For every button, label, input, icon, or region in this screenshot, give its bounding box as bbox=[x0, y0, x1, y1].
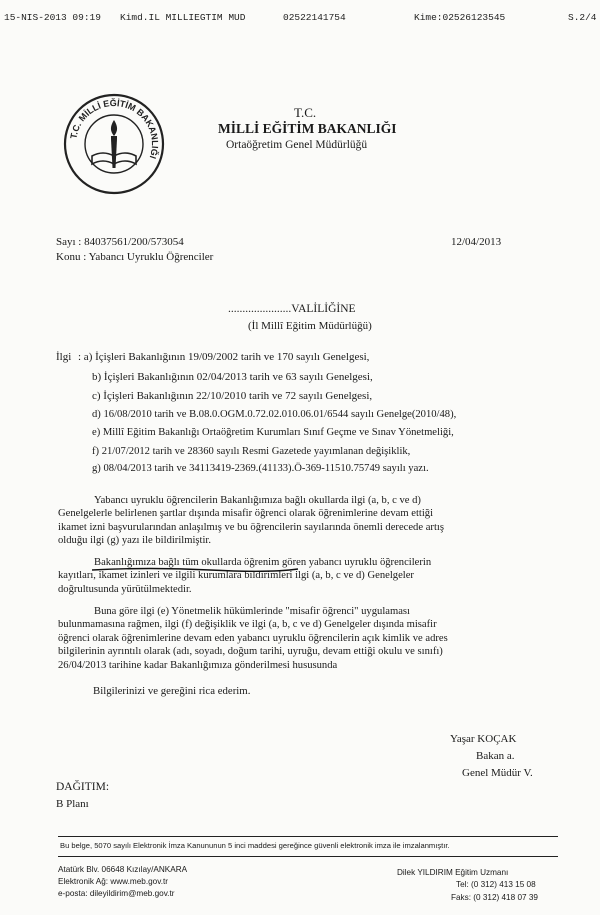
ilgi-item-a: : a) İçişleri Bakanlığının 19/09/2002 tarih ve 170 sayılı Genelgesi, bbox=[78, 351, 370, 363]
ilgi-item-c: c) İçişleri Bakanlığının 22/10/2010 tarih ve 72 sayılı Genelgesi, bbox=[92, 390, 373, 402]
footer-web: Elektronik Ağ: www.meb.gov.tr bbox=[58, 877, 168, 886]
hand-underline bbox=[90, 566, 300, 574]
footer-address: Atatürk Blv. 06648 Kızılay/ANKARA bbox=[58, 865, 188, 874]
paragraph-2-line: kayıtları, ikamet izinleri ve ilgili kurumlara bildirimleri ilgi (a, b, c ve d) Genelgeler bbox=[58, 570, 414, 582]
ilgi-item-f: f) 21/07/2012 tarih ve 28360 sayılı Resmi Gazetede yayımlanan değişiklik, bbox=[92, 446, 411, 457]
letterhead-country: T.C. bbox=[294, 105, 317, 120]
ilgi-item-e: e) Millî Eğitim Bakanlığı Ortaöğretim Kurumları Sınıf Geçme ve Sınav Yönetmeliği, bbox=[92, 427, 454, 438]
sayi-line: Sayı : 84037561/200/573054 bbox=[56, 236, 184, 248]
fax-sender: Kimd.IL MILLIEGTIM MUD bbox=[120, 12, 246, 23]
distribution-label: DAĞITIM: bbox=[56, 781, 110, 793]
paragraph-1 bbox=[58, 494, 555, 548]
footer-faks: Faks: (0 312) 418 07 39 bbox=[451, 893, 538, 902]
fax-recipient: Kime:02526123545 bbox=[414, 12, 506, 23]
paragraph-3 bbox=[58, 605, 555, 672]
ministry-logo bbox=[62, 92, 166, 196]
letter-date: 12/04/2013 bbox=[451, 236, 502, 248]
ilgi-item-b: b) İçişleri Bakanlığının 02/04/2013 tarih ve 63 sayılı Genelgesi, bbox=[92, 371, 373, 383]
paragraph-3-line: 26/04/2013 tarihine kadar Bakanlığımıza gönderilmesi hususunda bbox=[58, 659, 338, 671]
distribution-value: B Planı bbox=[56, 798, 89, 810]
footer-contact: Dilek YILDIRIM Eğitim Uzmanı bbox=[397, 868, 509, 877]
footer-tel: Tel: (0 312) 413 15 08 bbox=[456, 880, 536, 889]
ilgi-item-g: g) 08/04/2013 tarih ve 34113419-2369.(41133).Ö-369-11510.75749 sayılı yazı. bbox=[92, 463, 429, 474]
letterhead-department: Ortaöğretim Genel Müdürlüğü bbox=[226, 139, 368, 151]
paragraph-3-line: bulunmamasına rağmen, ilgi (f) değişiklik ve ilgi (a, b, c ve d) Genelgeler dışında misafir bbox=[58, 619, 437, 631]
ilgi-label: İlgi bbox=[56, 351, 72, 363]
paragraph-2-line: doğrultusunda yürütülmektedir. bbox=[58, 583, 192, 595]
fax-page: S.2/4 bbox=[568, 12, 597, 23]
signatory-name: Yaşar KOÇAK bbox=[450, 733, 517, 745]
paragraph-3-line: öğrenci olarak öğrenimlerine devam eden yabancı uyruklu öğrencilerin açık kimlik ve adres bbox=[58, 632, 448, 644]
letterhead-ministry: MİLLİ EĞİTİM BAKANLIĞI bbox=[218, 121, 397, 136]
paragraph-2-line: Bakanlığımıza bağlı tüm okullarda öğrenim gören yabancı uyruklu öğrencilerin bbox=[94, 557, 432, 568]
ministry-seal-icon bbox=[62, 92, 166, 196]
paragraph-1-line: Yabancı uyruklu öğrencilerin Bakanlığımıza bağlı okullarda ilgi (a, b, c ve d) bbox=[94, 495, 421, 506]
signatory-line-2: Bakan a. bbox=[476, 750, 515, 762]
footer-rule-bottom bbox=[58, 856, 558, 857]
konu-line: Konu : Yabancı Uyruklu Öğrenciler bbox=[56, 251, 214, 263]
footer-rule-top bbox=[58, 836, 558, 837]
paragraph-3-line: bilgilerinin ayrıntılı olarak (adı, soyadı, doğum tarihi, uyruğu, devam ettiği okulu ve sınıfı) bbox=[58, 646, 443, 658]
logo-ring-text: T.C. MİLLİ EĞİTİM BAKANLIĞI bbox=[68, 97, 161, 161]
fax-sender-phone: 02522141754 bbox=[283, 12, 346, 23]
signatory-line-3: Genel Müdür V. bbox=[462, 767, 533, 779]
addressee-subtitle: (İl Millî Eğitim Müdürlüğü) bbox=[248, 320, 372, 332]
paragraph-3-line: Buna göre ilgi (e) Yönetmelik hükümlerinde "misafir öğrenci" uygulaması bbox=[94, 606, 410, 617]
paragraph-1-line: olduğu ilgi (g) yazı ile bildirilmiştir. bbox=[58, 535, 212, 547]
addressee-title: ......................VALİLİĞİNE bbox=[228, 303, 356, 315]
paragraph-1-line: ikamet izni başvurularından anlaşılmış ve bu öğrencilerin sayılarında önemli derecede artış bbox=[58, 521, 444, 533]
footer-email: e-posta: dileyildirim@meb.gov.tr bbox=[58, 889, 175, 898]
fax-datetime: 15-NIS-2013 09:19 bbox=[4, 12, 101, 23]
paragraph-2 bbox=[58, 556, 555, 596]
ilgi-item-d: d) 16/08/2010 tarih ve B.08.0.OGM.0.72.02.010.06.01/6544 sayılı Genelge(2010/48), bbox=[92, 409, 457, 420]
footer-notice: Bu belge, 5070 sayılı Elektronik İmza Kanununun 5 inci maddesi gereğince güvenli elektronik imza ile imzalanmıştır. bbox=[60, 841, 450, 850]
closing-line: Bilgilerinizi ve gereğini rica ederim. bbox=[93, 685, 251, 697]
paragraph-1-line: Genelgelerle belirlenen şartlar dışında misafir öğrenci olarak öğrenimlerine devam ettiği bbox=[58, 508, 434, 520]
